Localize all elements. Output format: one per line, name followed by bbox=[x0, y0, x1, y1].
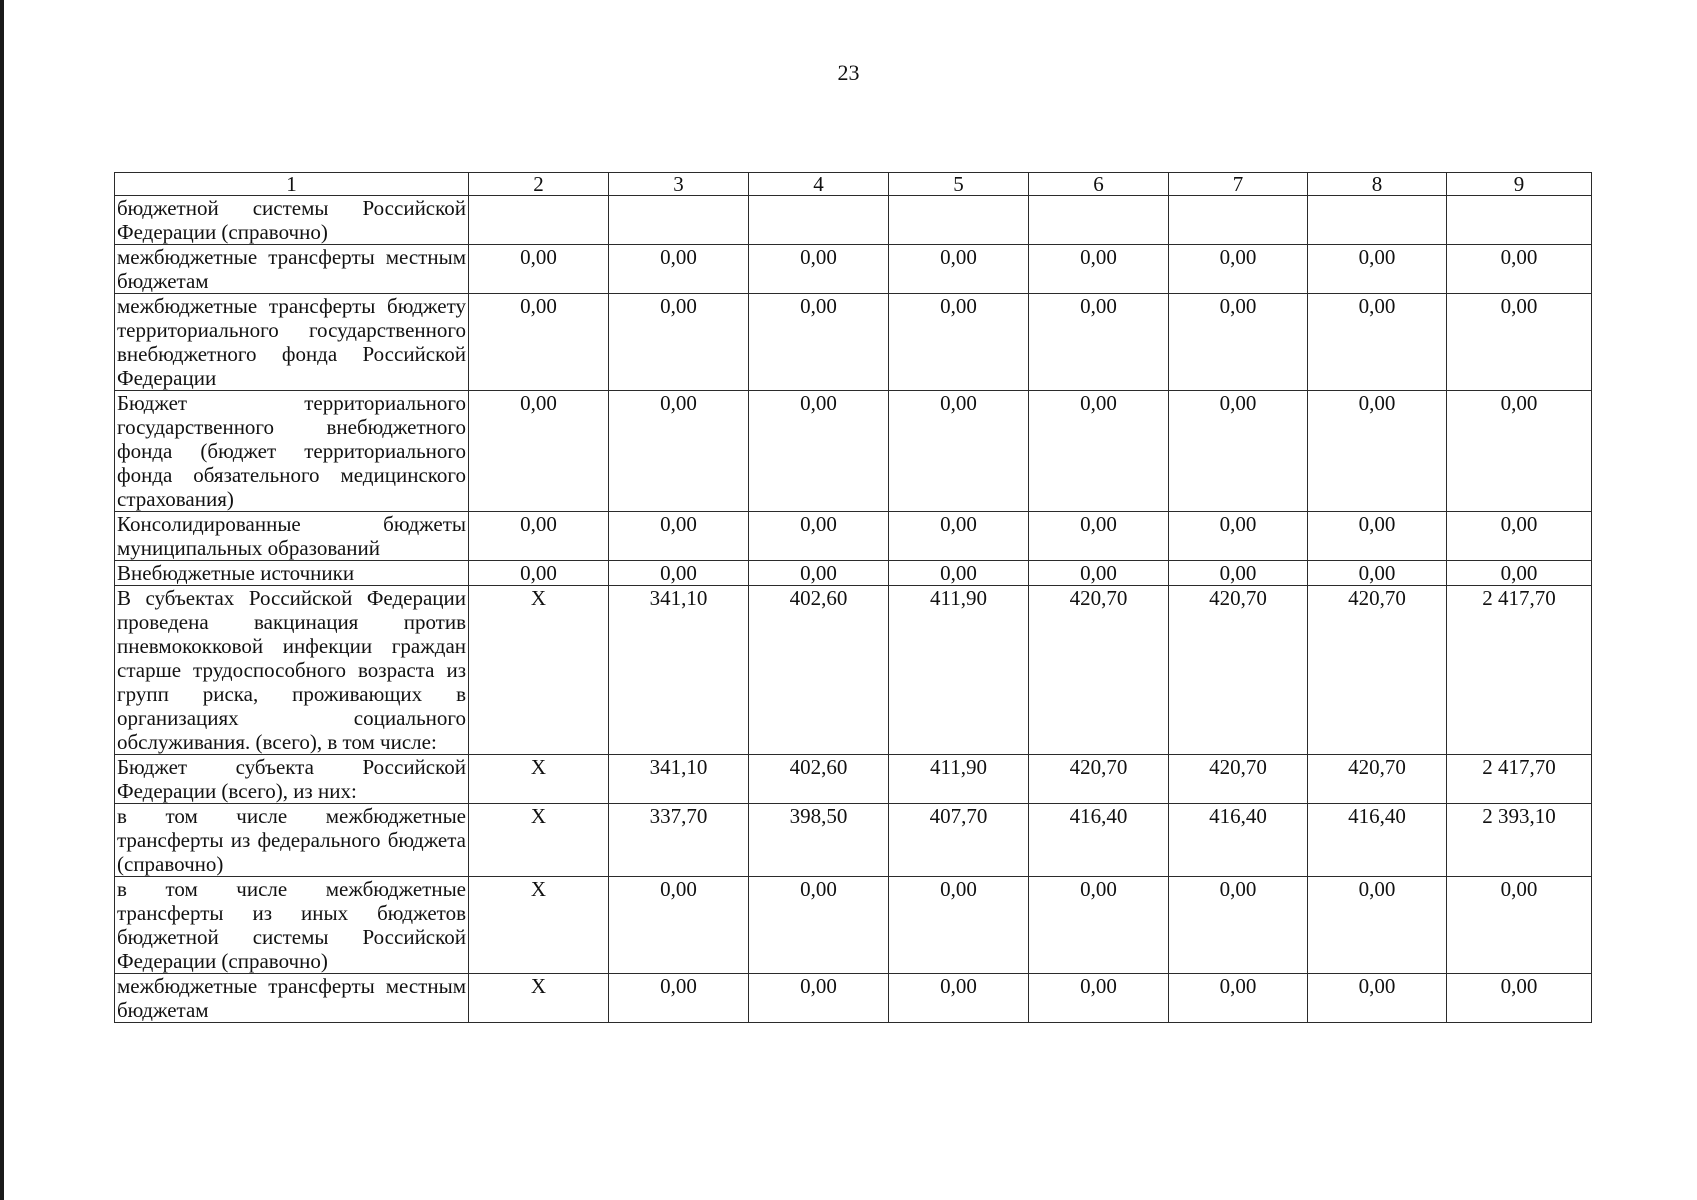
table-cell: 0,00 bbox=[1447, 974, 1592, 1023]
table-cell: 341,10 bbox=[609, 755, 749, 804]
table-cell: 0,00 bbox=[889, 245, 1029, 294]
table-cell bbox=[889, 196, 1029, 245]
table-cell: 0,00 bbox=[1447, 245, 1592, 294]
table-row bbox=[115, 294, 1592, 391]
table-cell: X bbox=[469, 804, 609, 877]
table-cell: 0,00 bbox=[1029, 512, 1169, 561]
table-cell: 0,00 bbox=[889, 391, 1029, 512]
table-cell bbox=[609, 196, 749, 245]
table-cell bbox=[1029, 196, 1169, 245]
table-row bbox=[115, 755, 1592, 804]
table-row bbox=[115, 586, 1592, 755]
table-cell: 411,90 bbox=[889, 755, 1029, 804]
column-header: 5 bbox=[889, 173, 1029, 196]
row-label: в том числе межбюджетные трансферты из федерального бюджета (справочно) bbox=[115, 804, 469, 877]
row-label: межбюджетные трансферты местным бюджетам bbox=[115, 974, 469, 1023]
column-header: 6 bbox=[1029, 173, 1169, 196]
row-label: В субъектах Российской Федерации проведена вакцинация против пневмококковой инфекции граждан старше трудоспособного возраста из групп риска, проживающих в организациях социального обслуживания. (всего), в том числе: bbox=[115, 586, 469, 755]
table-cell: 0,00 bbox=[469, 512, 609, 561]
table-cell: 0,00 bbox=[469, 391, 609, 512]
column-header: 2 bbox=[469, 173, 609, 196]
table-cell: 0,00 bbox=[749, 512, 889, 561]
table-cell: 341,10 bbox=[609, 586, 749, 755]
table-cell: 416,40 bbox=[1029, 804, 1169, 877]
table-row bbox=[115, 804, 1592, 877]
table-cell: 0,00 bbox=[1029, 294, 1169, 391]
table-row bbox=[115, 877, 1592, 974]
table-cell: 2 393,10 bbox=[1447, 804, 1592, 877]
row-label: Внебюджетные источники bbox=[115, 561, 469, 586]
table-cell: 0,00 bbox=[1029, 391, 1169, 512]
table-cell: 0,00 bbox=[749, 391, 889, 512]
table-cell: 0,00 bbox=[1447, 391, 1592, 512]
table-cell: 0,00 bbox=[1308, 245, 1447, 294]
table-cell: 416,40 bbox=[1169, 804, 1308, 877]
table-cell: 0,00 bbox=[609, 877, 749, 974]
row-label: Консолидированные бюджеты муниципальных образований bbox=[115, 512, 469, 561]
table-cell: 0,00 bbox=[1029, 877, 1169, 974]
table-cell: 337,70 bbox=[609, 804, 749, 877]
table-cell: 0,00 bbox=[889, 294, 1029, 391]
table-cell: 0,00 bbox=[749, 974, 889, 1023]
table-cell: 0,00 bbox=[1308, 512, 1447, 561]
row-label: в том числе межбюджетные трансферты из иных бюджетов бюджетной системы Российской Федерации (справочно) bbox=[115, 877, 469, 974]
table-row bbox=[115, 974, 1592, 1023]
column-header: 7 bbox=[1169, 173, 1308, 196]
table-cell: 0,00 bbox=[1169, 245, 1308, 294]
table-row bbox=[115, 561, 1592, 586]
row-label: межбюджетные трансферты местным бюджетам bbox=[115, 245, 469, 294]
table-row bbox=[115, 391, 1592, 512]
table-row bbox=[115, 245, 1592, 294]
table-cell: 420,70 bbox=[1029, 755, 1169, 804]
table-cell: 0,00 bbox=[609, 974, 749, 1023]
table-row bbox=[115, 512, 1592, 561]
table-cell: 420,70 bbox=[1029, 586, 1169, 755]
column-header: 1 bbox=[115, 173, 469, 196]
table-cell: 0,00 bbox=[1029, 561, 1169, 586]
table-cell: 0,00 bbox=[749, 877, 889, 974]
table-cell: 0,00 bbox=[749, 561, 889, 586]
table-cell: 0,00 bbox=[1169, 974, 1308, 1023]
table-cell: 0,00 bbox=[609, 512, 749, 561]
page-number: 23 bbox=[837, 60, 860, 85]
table-cell: X bbox=[469, 586, 609, 755]
column-header: 4 bbox=[749, 173, 889, 196]
table-cell: 0,00 bbox=[749, 245, 889, 294]
table-cell: X bbox=[469, 877, 609, 974]
table-cell: 0,00 bbox=[1169, 512, 1308, 561]
table-cell: 0,00 bbox=[1447, 561, 1592, 586]
row-label: Бюджет территориального государственного внебюджетного фонда (бюджет территориального фонда обязательного медицинского страхования) bbox=[115, 391, 469, 512]
table-cell: 0,00 bbox=[889, 512, 1029, 561]
table-cell: 411,90 bbox=[889, 586, 1029, 755]
column-header: 9 bbox=[1447, 173, 1592, 196]
table-cell: 420,70 bbox=[1308, 586, 1447, 755]
table-cell: 0,00 bbox=[1308, 877, 1447, 974]
row-label: Бюджет субъекта Российской Федерации (всего), из них: bbox=[115, 755, 469, 804]
table-cell: 0,00 bbox=[889, 877, 1029, 974]
table-cell: 416,40 bbox=[1308, 804, 1447, 877]
table-cell: 0,00 bbox=[469, 294, 609, 391]
table-cell: 0,00 bbox=[1308, 561, 1447, 586]
table-cell: 0,00 bbox=[1308, 294, 1447, 391]
table-cell: 0,00 bbox=[1169, 877, 1308, 974]
table-cell: 398,50 bbox=[749, 804, 889, 877]
table-cell: X bbox=[469, 755, 609, 804]
table-cell: 0,00 bbox=[1447, 294, 1592, 391]
table-cell: 0,00 bbox=[469, 561, 609, 586]
table-cell: 402,60 bbox=[749, 586, 889, 755]
column-header: 3 bbox=[609, 173, 749, 196]
table-cell bbox=[1169, 196, 1308, 245]
table-cell: 0,00 bbox=[1308, 391, 1447, 512]
table-cell bbox=[1308, 196, 1447, 245]
table-cell: 420,70 bbox=[1169, 586, 1308, 755]
table-body bbox=[115, 173, 1592, 1023]
table-cell: 0,00 bbox=[1308, 974, 1447, 1023]
table-cell: 0,00 bbox=[609, 561, 749, 586]
table-cell: 0,00 bbox=[609, 391, 749, 512]
table-cell bbox=[749, 196, 889, 245]
table-cell: 0,00 bbox=[469, 245, 609, 294]
table-cell: 420,70 bbox=[1308, 755, 1447, 804]
table-cell: 0,00 bbox=[1029, 245, 1169, 294]
table-cell bbox=[469, 196, 609, 245]
table-cell: 420,70 bbox=[1169, 755, 1308, 804]
table-cell: 0,00 bbox=[1169, 294, 1308, 391]
table-cell: 0,00 bbox=[1169, 391, 1308, 512]
table-cell: 0,00 bbox=[609, 245, 749, 294]
table-cell: 0,00 bbox=[889, 974, 1029, 1023]
table-cell: 0,00 bbox=[889, 561, 1029, 586]
scan-edge bbox=[0, 0, 4, 1200]
table-cell: 0,00 bbox=[1447, 512, 1592, 561]
table-cell: 0,00 bbox=[609, 294, 749, 391]
column-header: 8 bbox=[1308, 173, 1447, 196]
table-cell: 0,00 bbox=[749, 294, 889, 391]
table-cell: 402,60 bbox=[749, 755, 889, 804]
table-cell: X bbox=[469, 974, 609, 1023]
table-row bbox=[115, 196, 1592, 245]
table-cell: 0,00 bbox=[1447, 877, 1592, 974]
row-label: межбюджетные трансферты бюджету территориального государственного внебюджетного фонда Российской Федерации bbox=[115, 294, 469, 391]
table-cell: 407,70 bbox=[889, 804, 1029, 877]
table-cell: 0,00 bbox=[1169, 561, 1308, 586]
table-cell: 2 417,70 bbox=[1447, 586, 1592, 755]
table-cell: 2 417,70 bbox=[1447, 755, 1592, 804]
budget-table bbox=[114, 172, 1592, 1023]
row-label: бюджетной системы Российской Федерации (справочно) bbox=[115, 196, 469, 245]
table-header-row bbox=[115, 173, 1592, 196]
table-cell: 0,00 bbox=[1029, 974, 1169, 1023]
table-cell bbox=[1447, 196, 1592, 245]
